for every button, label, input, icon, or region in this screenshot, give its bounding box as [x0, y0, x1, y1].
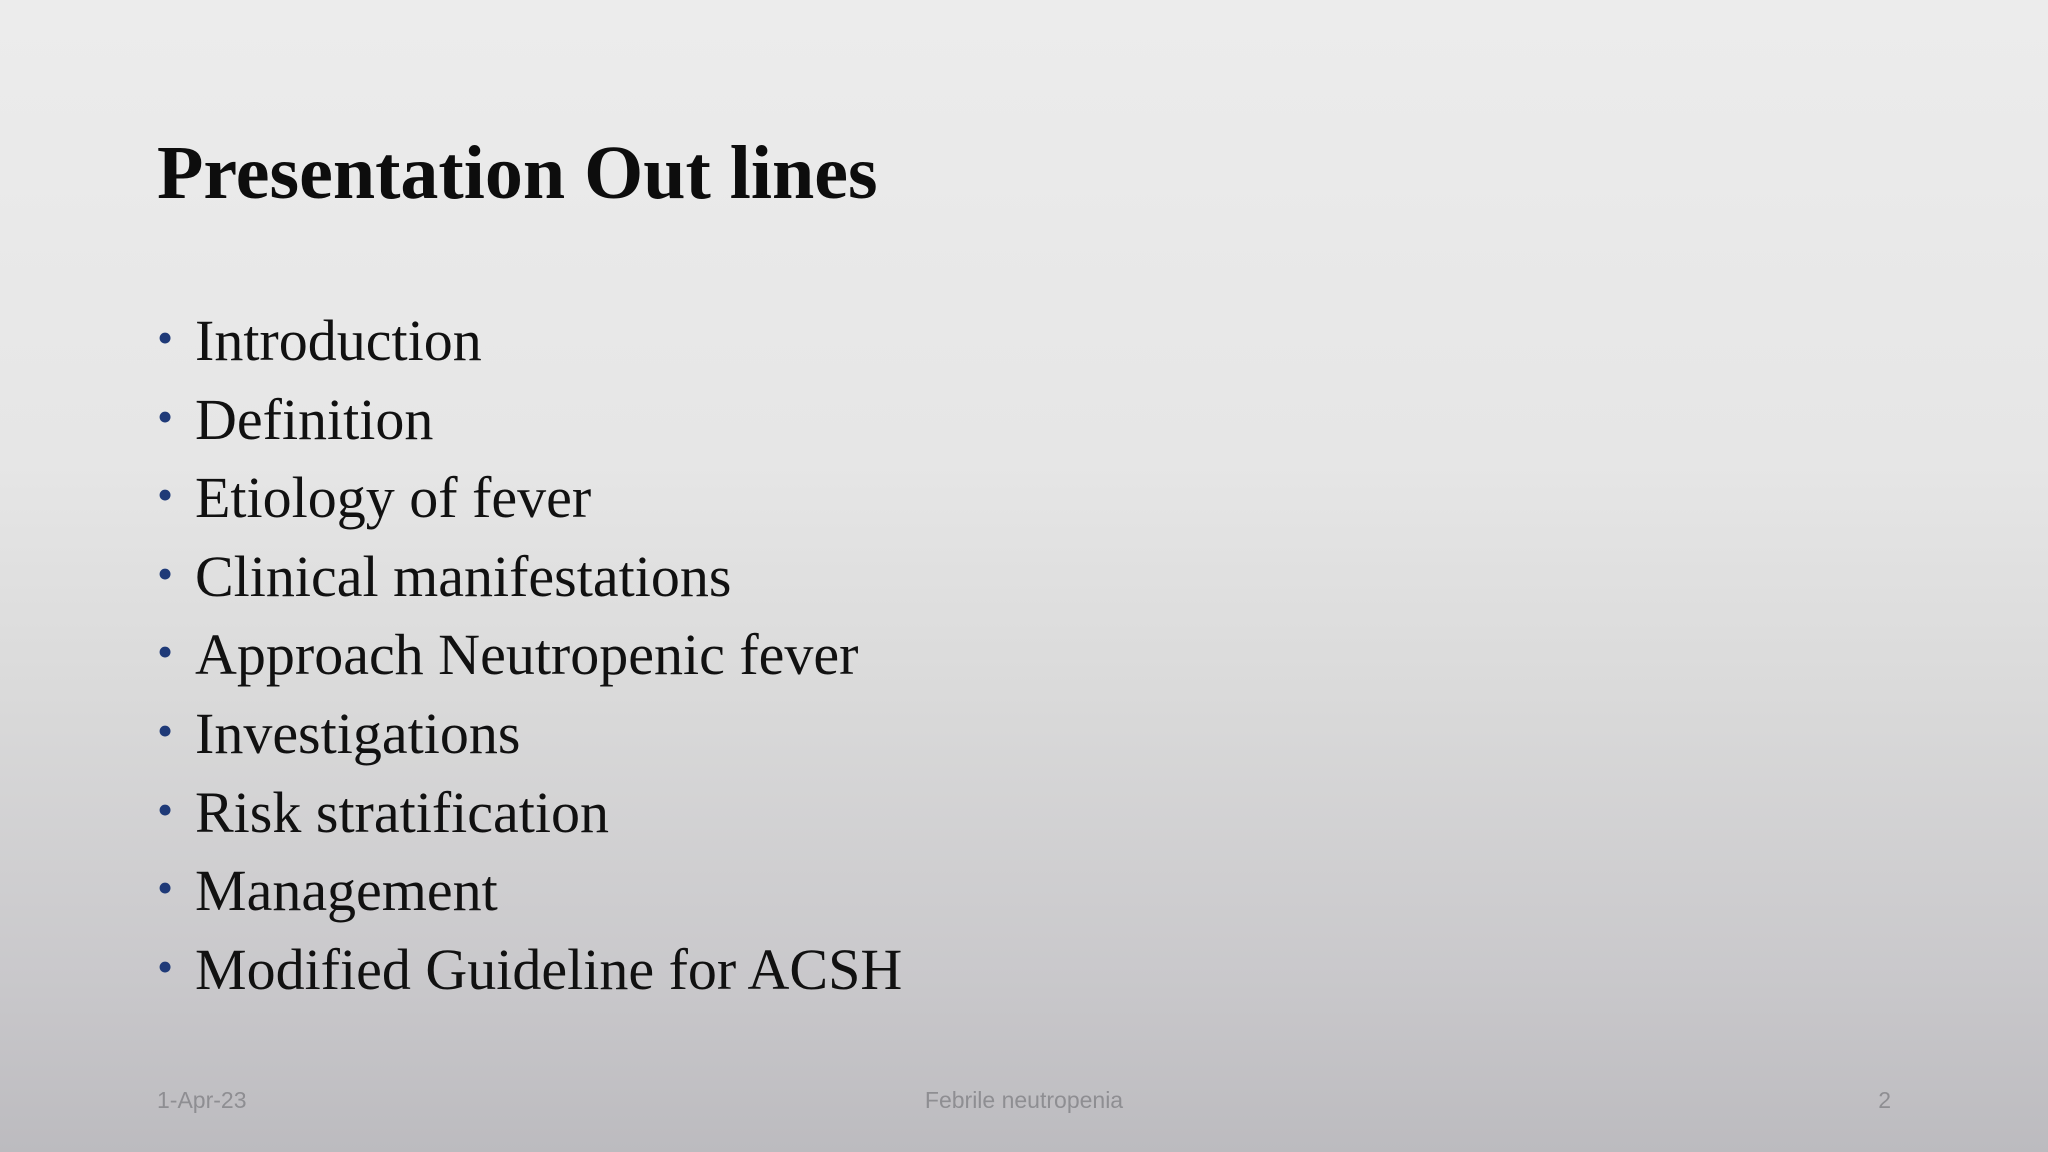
- list-item: [155, 381, 902, 460]
- list-item: [155, 695, 902, 774]
- bullet-dot-icon: •: [157, 390, 174, 442]
- bullet-dot-icon: •: [157, 312, 174, 363]
- outline-list: [155, 302, 902, 1009]
- bullet-dot-icon: •: [157, 469, 174, 521]
- list-item-text: Management: [195, 858, 498, 924]
- bullet-dot-icon: •: [157, 783, 174, 835]
- bullet-dot-icon: •: [157, 940, 174, 992]
- page-number: 2: [1878, 1087, 1891, 1113]
- list-item-text: Definition: [195, 386, 434, 452]
- list-item-text: Approach Neutropenic fever: [195, 622, 859, 688]
- list-item: [155, 302, 902, 381]
- list-item: [155, 931, 902, 1010]
- list-item-text: Investigations: [195, 700, 521, 766]
- footer-date: 1-Apr-23: [157, 1087, 247, 1113]
- list-item-text: Modified Guideline for ACSH: [195, 936, 903, 1002]
- list-item-text: Risk stratification: [195, 779, 609, 845]
- list-item: [155, 774, 902, 853]
- list-item: [155, 852, 902, 931]
- bullet-dot-icon: •: [157, 862, 174, 914]
- bullet-dot-icon: •: [157, 626, 174, 678]
- list-item: [155, 616, 902, 695]
- list-item-text: Introduction: [195, 308, 482, 373]
- list-item: [155, 459, 902, 538]
- bullet-dot-icon: •: [157, 547, 174, 599]
- list-item-text: Clinical manifestations: [195, 543, 732, 609]
- list-item: [155, 538, 902, 617]
- footer-title: Febrile neutropenia: [924, 1087, 1124, 1113]
- slide-title: Presentation Out lines: [157, 131, 878, 215]
- list-item-text: Etiology of fever: [195, 465, 592, 531]
- bullet-dot-icon: •: [157, 704, 174, 756]
